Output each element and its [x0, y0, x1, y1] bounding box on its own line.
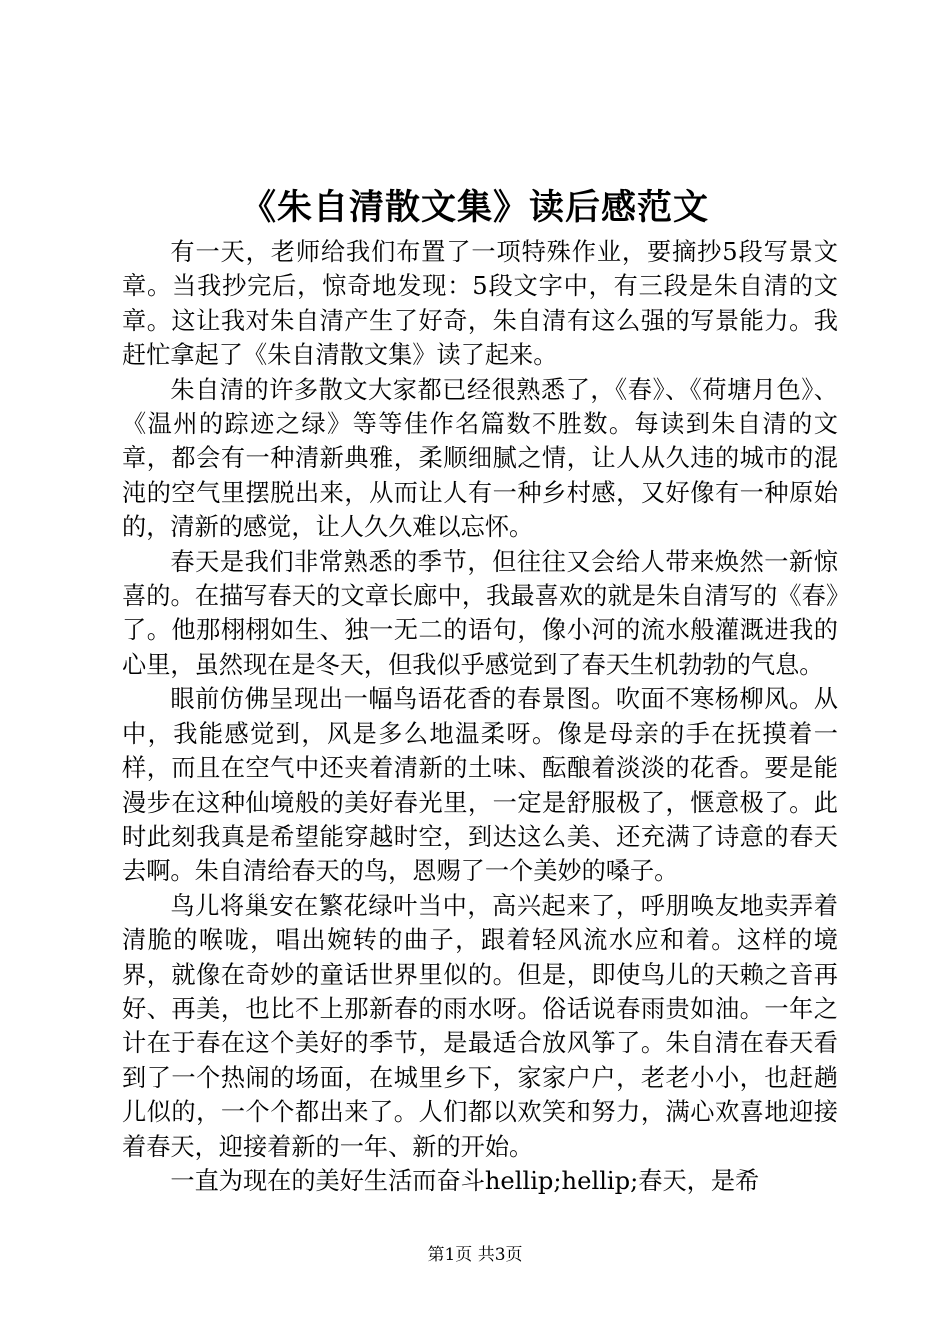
paragraph: 春天是我们非常熟悉的季节，但往往又会给人带来焕然一新惊喜的。在描写春天的文章长廊中，我最喜欢的就是朱自清写的《春》了。他那栩栩如生、独一无二的语句，像小河的流水般灌溉进我的心里，虽然现在是冬天，但我似乎感觉到了春天生机勃勃的气息。 — [122, 547, 838, 679]
paragraph: 有一天，老师给我们布置了一项特殊作业，要摘抄5段写景文章。当我抄完后，惊奇地发现：5段文字中，有三段是朱自清的文章。这让我对朱自清产生了好奇，朱自清有这么强的写景能力。我赶忙拿起了《朱自清散文集》读了起来。 — [122, 238, 838, 370]
document-body — [122, 235, 838, 1198]
paragraph: 鸟儿将巢安在繁花绿叶当中，高兴起来了，呼朋唤友地卖弄着清脆的喉咙，唱出婉转的曲子，跟着轻风流水应和着。这样的境界，就像在奇妙的童话世界里似的。但是，即使鸟儿的天赖之音再好、再美，也比不上那新春的雨水呀。俗话说春雨贵如油。一年之计在于春在这个美好的季节，是最适合放风筝了。朱自清在春天看到了一个热闹的场面，在城里乡下，家家户户，老老小小，也赶趟儿似的，一个个都出来了。人们都以欢笑和努力，满心欢喜地迎接着春天，迎接着新的一年、新的开始。 — [122, 891, 838, 1161]
paragraph: 朱自清的许多散文大家都已经很熟悉了，《春》、《荷塘月色》、《温州的踪迹之绿》等等佳作名篇数不胜数。每读到朱自清的文章，都会有一种清新典雅，柔顺细腻之情，让人从久违的城市的混沌的空气里摆脱出来，从而让人有一种乡村感，又好像有一种原始的，清新的感觉，让人久久难以忘怀。 — [122, 375, 838, 542]
page-footer: 第1页 共3页 — [427, 1245, 523, 1265]
paragraph: 一直为现在的美好生活而奋斗hellip;hellip;春天，是希 — [170, 1166, 760, 1195]
document-title: 《朱自清散文集》读后感范文 — [240, 188, 709, 228]
paragraph: 眼前仿佛呈现出一幅鸟语花香的春景图。吹面不寒杨柳风。从中，我能感觉到，风是多么地温柔呀。像是母亲的手在抚摸着一样，而且在空气中还夹着清新的土味、酝酿着淡淡的花香。要是能漫步在这种仙境般的美好春光里，一定是舒服极了，惬意极了。此时此刻我真是希望能穿越时空，到达这么美、还充满了诗意的春天去啊。朱自清给春天的鸟，恩赐了一个美妙的嗓子。 — [122, 685, 838, 886]
